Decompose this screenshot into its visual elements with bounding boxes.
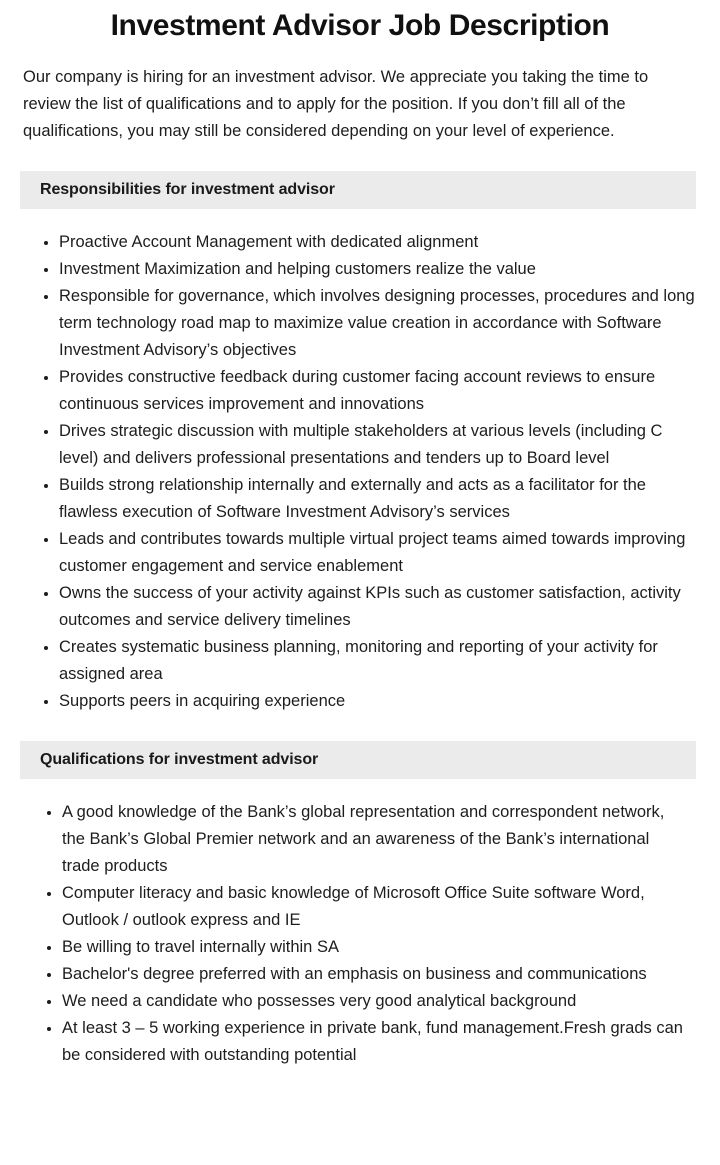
section-header-qualifications — [20, 741, 696, 779]
list-item: Leads and contributes towards multiple virtual project teams aimed towards improving customer engagement and service enablement — [44, 526, 696, 580]
page-bottom-spacer — [0, 1069, 720, 1091]
list-item: Computer literacy and basic knowledge of Microsoft Office Suite software Word, Outlook / outlook express and IE — [47, 880, 690, 934]
list-item: Owns the success of your activity against KPIs such as customer satisfaction, activity outcomes and service delivery timelines — [44, 580, 696, 634]
section-header-responsibilities — [20, 171, 696, 209]
list-item: Builds strong relationship internally and externally and acts as a facilitator for the flawless execution of Software Investment Advisory’s services — [44, 472, 696, 526]
qualifications-list — [0, 799, 720, 1069]
list-item: Be willing to travel internally within SA — [47, 934, 690, 961]
list-item: Supports peers in acquiring experience — [44, 688, 696, 715]
list-item: We need a candidate who possesses very good analytical background — [47, 988, 690, 1015]
page-title: Investment Advisor Job Description — [110, 9, 610, 42]
list-item: Creates systematic business planning, monitoring and reporting of your activity for assigned area — [44, 634, 696, 688]
list-item: Provides constructive feedback during customer facing account reviews to ensure continuous services improvement and innovations — [44, 364, 696, 418]
list-item: Investment Maximization and helping customers realize the value — [44, 256, 696, 283]
responsibilities-list — [0, 229, 720, 715]
list-item: At least 3 – 5 working experience in private bank, fund management.Fresh grads can be considered with outstanding potential — [47, 1015, 690, 1069]
list-item: Responsible for governance, which involves designing processes, procedures and long term technology road map to maximize value creation in accordance with Software Investment Advisory’s objectives — [44, 283, 696, 364]
section-heading-label: Responsibilities for investment advisor — [40, 181, 335, 198]
list-item: Proactive Account Management with dedicated alignment — [44, 229, 696, 256]
intro-paragraph: Our company is hiring for an investment advisor. We appreciate you taking the time to review the list of qualifications and to apply for the position. If you don’t fill all of the qualifications, you may still be considered depending on your level of experience. — [23, 68, 649, 140]
list-item: A good knowledge of the Bank’s global representation and correspondent network, the Bank’s Global Premier network and an awareness of the Bank’s international trade products — [47, 799, 690, 880]
section-heading-label: Qualifications for investment advisor — [40, 751, 319, 768]
list-item: Drives strategic discussion with multiple stakeholders at various levels (including C level) and delivers professional presentations and tenders up to Board level — [44, 418, 696, 472]
list-item: Bachelor's degree preferred with an emphasis on business and communications — [47, 961, 690, 988]
